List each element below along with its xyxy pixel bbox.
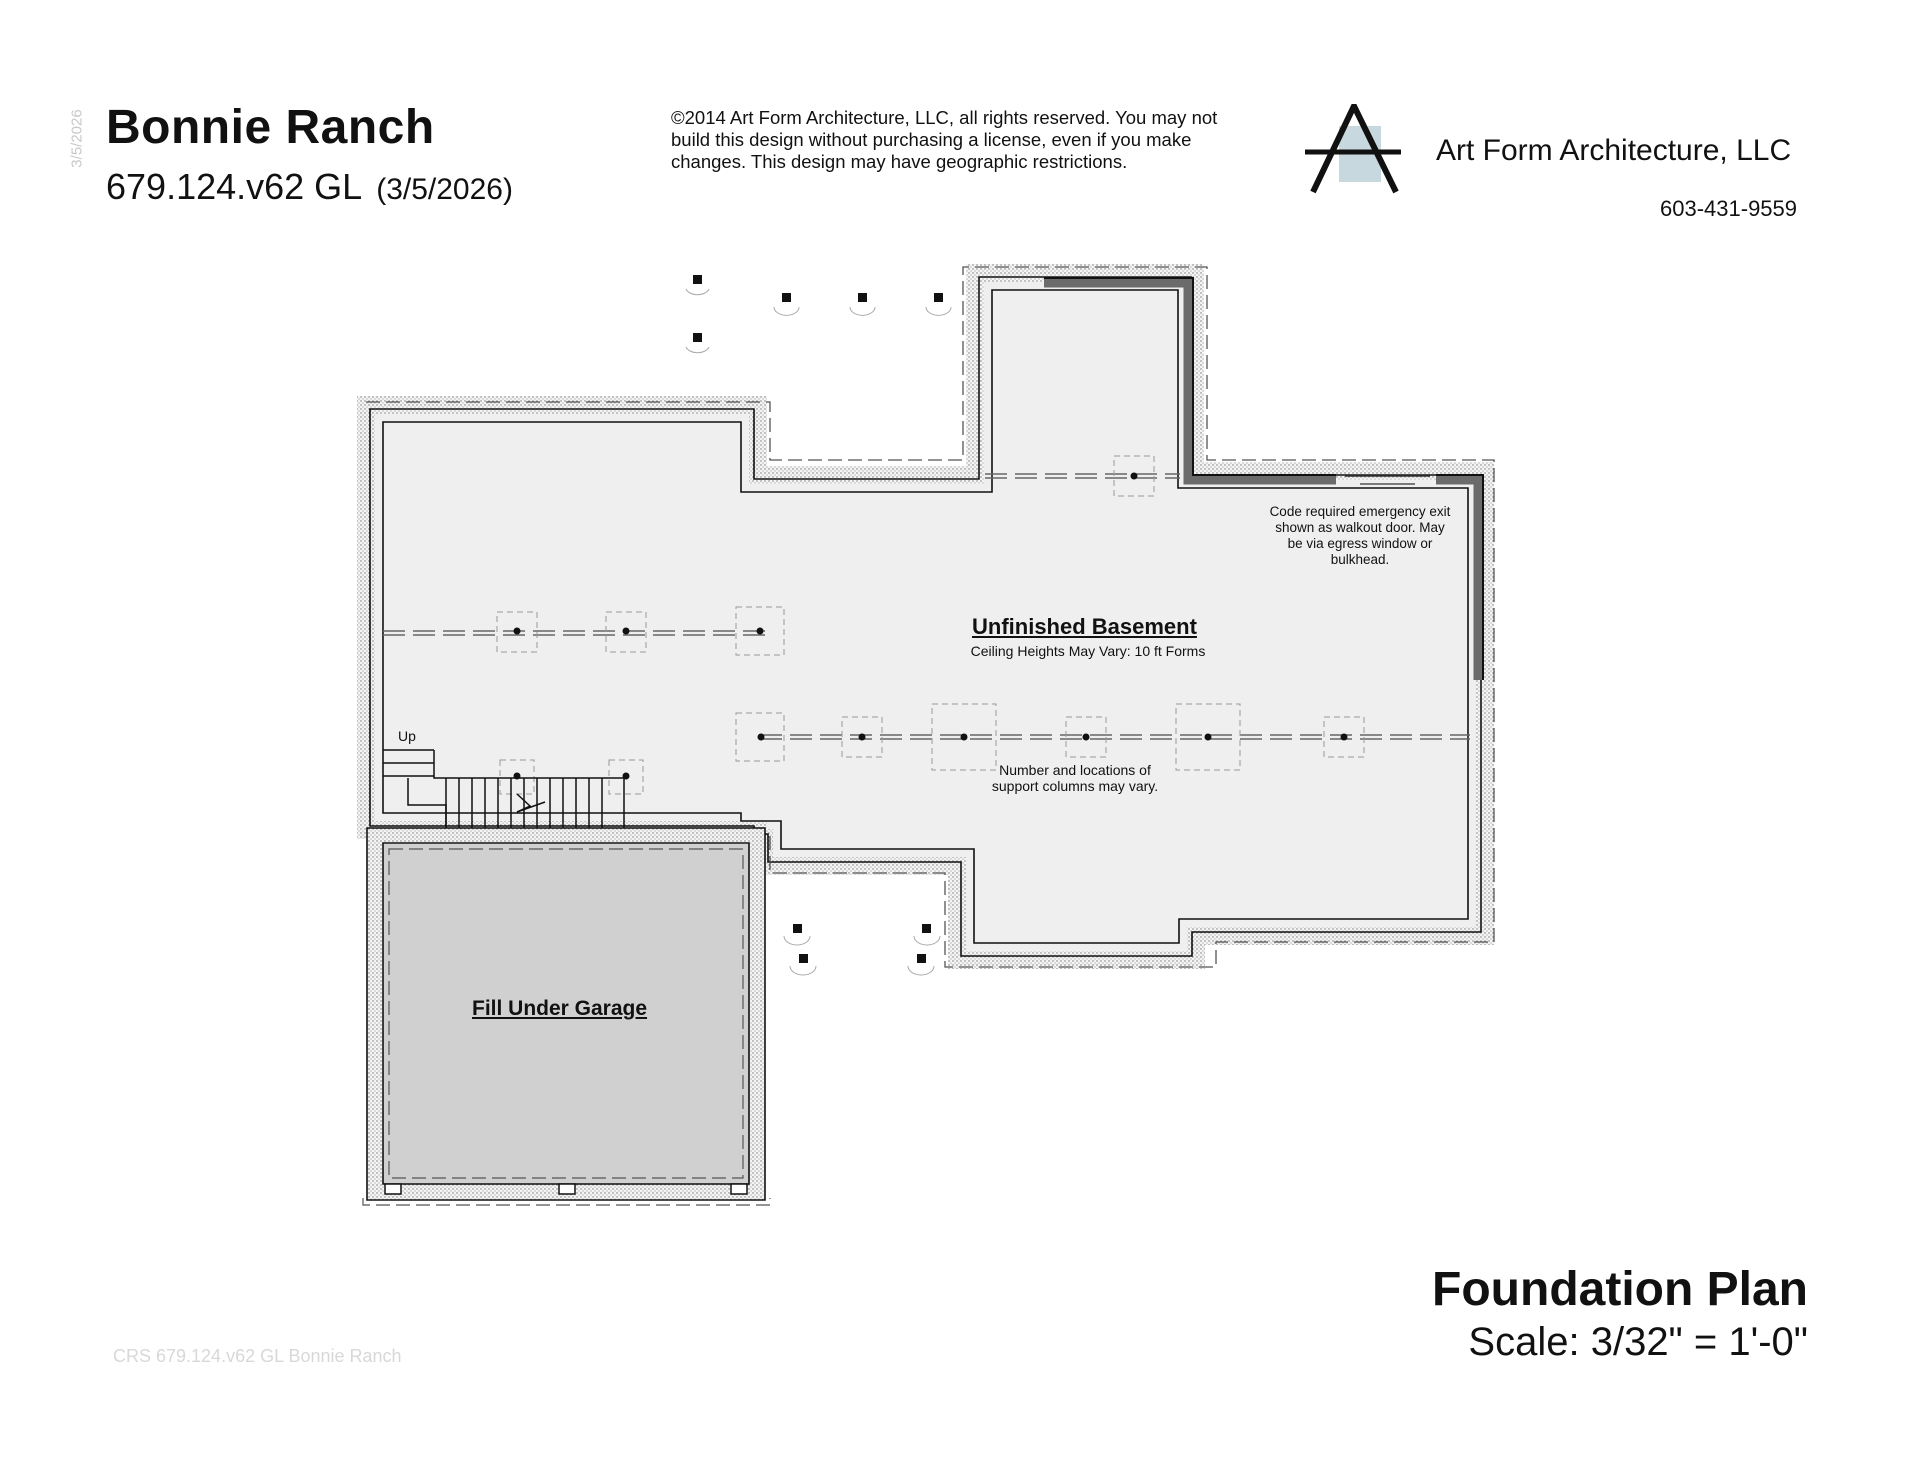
plan-number: 679.124.v62 GL xyxy=(106,166,363,207)
columns-note-line: support columns may vary. xyxy=(991,778,1159,794)
stair-up-label: Up xyxy=(398,728,416,744)
watermark-text: CRS 679.124.v62 GL Bonnie Ranch xyxy=(113,1346,402,1366)
ceiling-height-note: Ceiling Heights May Vary: 10 ft Forms xyxy=(970,643,1206,659)
egress-note-line: Code required emergency exit xyxy=(1269,504,1451,519)
garage-pier-left xyxy=(385,1184,401,1194)
garage-room-label: Fill Under Garage xyxy=(472,997,648,1020)
sheet-title: Foundation Plan xyxy=(1432,1263,1808,1316)
egress-note-line: be via egress window or xyxy=(1287,536,1433,551)
company-phone: 603-431-9559 xyxy=(1660,196,1798,221)
egress-note xyxy=(1240,504,1480,568)
company-name: Art Form Architecture, LLC xyxy=(1436,134,1792,167)
exterior-pier xyxy=(850,293,875,315)
basement-room-label: Unfinished Basement xyxy=(972,614,1197,639)
egress-note-line: bulkhead. xyxy=(1330,552,1390,567)
exterior-pier xyxy=(774,293,799,315)
exterior-pier xyxy=(914,924,940,945)
exterior-pier xyxy=(790,954,816,975)
exterior-pier xyxy=(926,293,951,315)
plan-name-title: Bonnie Ranch xyxy=(106,101,435,154)
garage-pier-center xyxy=(559,1184,575,1194)
plan-date: (3/5/2026) xyxy=(376,173,513,206)
egress-note-line: shown as walkout door. May xyxy=(1275,520,1445,535)
columns-note xyxy=(960,762,1190,794)
exterior-pier xyxy=(784,924,810,945)
exterior-pier xyxy=(686,275,709,295)
sheet-scale: Scale: 3/32" = 1'-0" xyxy=(1468,1320,1808,1364)
copyright-notice: ©2014 Art Form Architecture, LLC, all rights reserved. You may not build this design without purchasing a license, even if you make changes. This design may have geographic restrictions. xyxy=(671,107,1218,172)
garage-pier-right xyxy=(731,1184,747,1194)
exterior-pier xyxy=(686,333,709,353)
exterior-pier xyxy=(908,954,934,975)
columns-note-line: Number and locations of xyxy=(999,762,1151,778)
vertical-date-text: 3/5/2026 xyxy=(68,109,86,168)
